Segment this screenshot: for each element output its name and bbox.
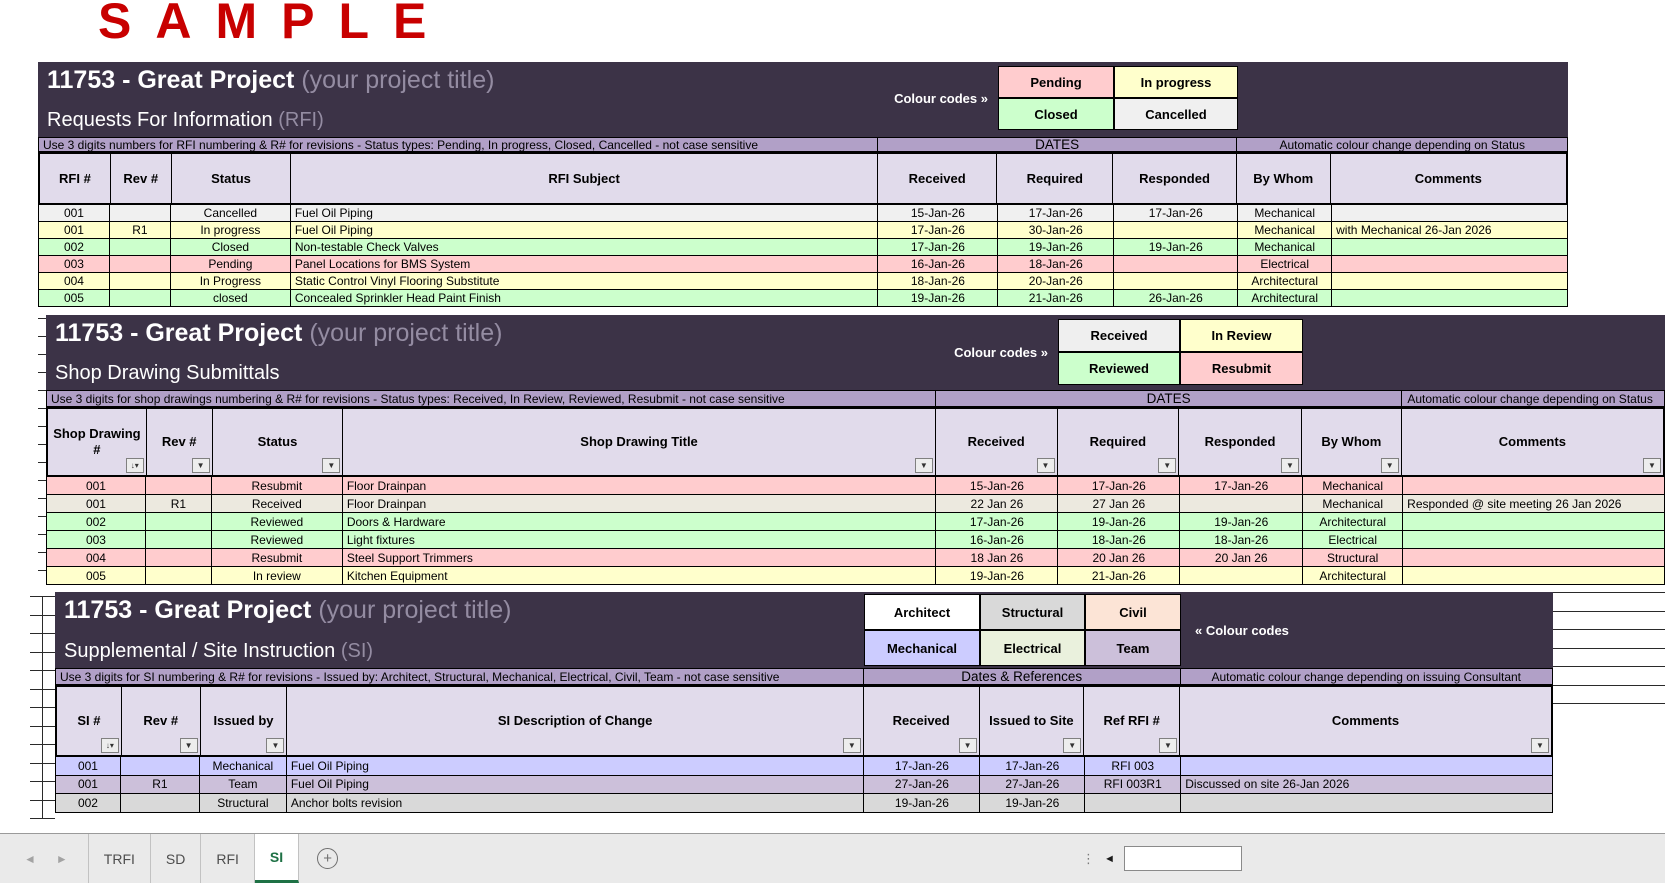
header-cell: Shop Drawing Title ▼ (343, 409, 936, 475)
cell[interactable] (1114, 222, 1238, 238)
filter-dropdown-button[interactable]: ↓▾ (101, 738, 119, 753)
header-cell: Received ▼ (864, 687, 980, 755)
cell[interactable]: 17-Jan-26 (998, 205, 1114, 221)
filter-dropdown-button[interactable]: ▼ (1531, 738, 1549, 753)
cell[interactable]: Steel Support Trimmers (343, 549, 937, 566)
sheet-tab-sd[interactable]: SD (151, 834, 201, 883)
grid-line (1553, 703, 1665, 704)
cell[interactable] (1332, 273, 1568, 289)
cell[interactable] (1332, 205, 1568, 221)
header-cell: Issued by ▼ (201, 687, 288, 755)
cell[interactable]: 17-Jan-26 (936, 513, 1058, 530)
filter-dropdown-button[interactable]: ▼ (915, 458, 933, 473)
column-headers (38, 152, 1568, 205)
header-cell: By Whom (1237, 154, 1331, 203)
cell[interactable]: Structural (1303, 549, 1403, 566)
cell[interactable]: 19-Jan-26 (864, 794, 980, 812)
header-cell: Rev # ▼ (122, 687, 201, 755)
table-row (47, 513, 1665, 531)
colour-codes-legend (1058, 319, 1303, 385)
colour-code-swatch: Civil (1085, 594, 1181, 630)
table-rows (55, 757, 1553, 813)
cell[interactable]: Doors & Hardware (343, 513, 937, 530)
cell[interactable]: 17-Jan-26 (980, 757, 1085, 775)
colour-code-swatch: Cancelled (1114, 98, 1238, 130)
table-row (39, 290, 1568, 307)
cell[interactable]: Fuel Oil Piping (291, 222, 879, 238)
grid-line (1553, 629, 1665, 630)
header-cell: RFI Subject (291, 154, 877, 203)
filter-dropdown-button[interactable]: ▼ (192, 458, 210, 473)
cell[interactable]: Mechanical (1303, 495, 1403, 512)
table-row (39, 256, 1568, 273)
cell[interactable] (1403, 531, 1665, 548)
project-title-hint: (your project title) (318, 596, 512, 624)
cell[interactable]: Architectural (1238, 273, 1332, 289)
cell[interactable]: 002 (39, 239, 110, 255)
colour-code-swatch: Architect (864, 594, 980, 630)
cell[interactable]: Concealed Sprinkler Head Paint Finish (291, 290, 879, 306)
cell[interactable]: R1 (121, 776, 200, 794)
colour-codes-label: « Colour codes (1195, 622, 1289, 638)
usage-note: Use 3 digits for shop drawings numbering & R# for revisions - Status types: Received, In Review, Reviewed, Resubmit - not case sensitive (47, 391, 936, 406)
hscroll-left-arrow-icon[interactable]: ◄ (1104, 852, 1115, 865)
header-cell: Issued to Site ▼ (980, 687, 1085, 755)
auto-colour-note: Automatic colour change depending on Status (1279, 138, 1525, 151)
tabs-scroll-right-icon[interactable]: ► (55, 851, 68, 866)
project-title-hint: (your project title) (301, 66, 495, 94)
table-row (47, 495, 1665, 513)
grid-line (1553, 592, 1665, 593)
cell[interactable]: 001 (47, 495, 146, 512)
cell[interactable]: RFI 003R1 (1085, 776, 1181, 794)
cell[interactable]: 19-Jan-26 (1114, 239, 1238, 255)
header-cell: Responded (1113, 154, 1237, 203)
table-row (47, 567, 1665, 585)
cell[interactable]: Anchor bolts revision (287, 794, 865, 812)
cell[interactable]: R1 (146, 495, 212, 512)
grid-line (38, 390, 46, 391)
cell[interactable]: 26-Jan-26 (1114, 290, 1238, 306)
colour-code-swatch: Team (1085, 630, 1181, 666)
cell[interactable]: Pending (171, 256, 291, 272)
cell[interactable]: Received (212, 495, 343, 512)
colour-code-swatch: In progress (1114, 66, 1238, 98)
filter-dropdown-button[interactable]: ▼ (959, 738, 977, 753)
cell[interactable]: 005 (39, 290, 110, 306)
grid-line (38, 462, 46, 463)
colour-code-swatch: Resubmit (1180, 352, 1303, 385)
cell[interactable]: 20 Jan 26 (1180, 549, 1303, 566)
grid-line (38, 318, 46, 319)
grid-line (1553, 611, 1665, 612)
cell[interactable]: 002 (56, 794, 121, 812)
colour-code-swatch: Closed (998, 98, 1114, 130)
cell[interactable]: 22 Jan 26 (936, 495, 1058, 512)
cell[interactable]: In Progress (171, 273, 291, 289)
cell[interactable] (1181, 794, 1553, 812)
sheet-tabs (88, 834, 299, 883)
cell[interactable]: 001 (47, 477, 146, 494)
rfi-table (38, 62, 1568, 307)
filter-dropdown-button[interactable]: ▼ (322, 458, 340, 473)
grid-line (38, 372, 46, 373)
table-rows (38, 205, 1568, 307)
sheet-tab-si[interactable]: SI (255, 834, 299, 883)
colour-codes-legend (864, 594, 1181, 666)
cell[interactable]: Architectural (1303, 513, 1403, 530)
colour-code-swatch: Electrical (980, 630, 1085, 666)
sheet-tab-bar (0, 833, 1665, 883)
filter-dropdown-button[interactable]: ▼ (1159, 738, 1177, 753)
shop-drawing-table (46, 315, 1665, 585)
cell[interactable]: In review (212, 567, 343, 584)
cell[interactable] (146, 477, 212, 494)
header-cell: By Whom ▼ (1302, 409, 1402, 475)
cell[interactable]: Reviewed (212, 513, 343, 530)
filter-dropdown-button[interactable]: ▼ (1063, 738, 1081, 753)
cell[interactable]: 003 (47, 531, 146, 548)
cell[interactable]: 19-Jan-26 (936, 567, 1058, 584)
cell[interactable] (1332, 239, 1568, 255)
grid-line (1553, 685, 1665, 686)
cell[interactable]: 16-Jan-26 (878, 256, 998, 272)
cell[interactable]: 001 (56, 776, 121, 794)
cell[interactable]: 20 Jan 26 (1058, 549, 1180, 566)
cell[interactable] (121, 757, 200, 775)
cell[interactable]: RFI 003 (1085, 757, 1181, 775)
cell[interactable]: Electrical (1303, 531, 1403, 548)
cell[interactable]: 20-Jan-26 (998, 273, 1114, 289)
filter-dropdown-button[interactable]: ▼ (1281, 458, 1299, 473)
cell[interactable]: Fuel Oil Piping (291, 205, 879, 221)
cell[interactable]: 17-Jan-26 (1180, 477, 1303, 494)
cell[interactable]: 005 (47, 567, 146, 584)
grid-line (38, 498, 46, 499)
header-cell: Received (878, 154, 998, 203)
add-sheet-button[interactable]: + (317, 848, 338, 869)
grid-line (1553, 666, 1665, 667)
header-cell: Rev # (111, 154, 172, 203)
cell[interactable]: Kitchen Equipment (343, 567, 937, 584)
cell[interactable]: 19-Jan-26 (878, 290, 998, 306)
cell[interactable]: Light fixtures (343, 531, 937, 548)
cell[interactable]: 17-Jan-26 (864, 757, 980, 775)
cell[interactable]: 17-Jan-26 (878, 222, 998, 238)
cell[interactable]: 15-Jan-26 (936, 477, 1058, 494)
table-row (47, 549, 1665, 567)
colour-code-swatch: Reviewed (1058, 352, 1180, 385)
header-cell: Required (997, 154, 1113, 203)
filter-dropdown-button[interactable]: ▼ (843, 738, 861, 753)
rfi-title-band (38, 62, 1568, 137)
cell[interactable] (1403, 567, 1665, 584)
colour-codes-label: Colour codes » (894, 90, 988, 106)
tab-options-dots-icon[interactable]: ⋮ (1082, 850, 1095, 866)
table-subtitle: Supplemental / Site Instruction (SI) (64, 640, 374, 662)
cell[interactable] (146, 531, 212, 548)
colour-codes-legend (998, 66, 1238, 130)
sheet-tab-trfi[interactable]: TRFI (89, 834, 151, 883)
cell[interactable] (1180, 567, 1303, 584)
table-row (39, 273, 1568, 290)
project-code-title: 11753 - Great Project (47, 66, 295, 94)
cell[interactable]: Team (200, 776, 287, 794)
colour-code-swatch: In Review (1180, 319, 1303, 352)
cell[interactable]: Floor Drainpan (343, 495, 937, 512)
cell[interactable] (1332, 290, 1568, 306)
colour-codes-label: Colour codes » (954, 344, 1048, 360)
cell[interactable]: 19-Jan-26 (980, 794, 1085, 812)
cell[interactable]: 004 (39, 273, 110, 289)
cell[interactable]: Architectural (1238, 290, 1332, 306)
table-row (39, 239, 1568, 256)
cell[interactable]: Floor Drainpan (343, 477, 937, 494)
header-cell: Required ▼ (1058, 409, 1180, 475)
hscroll-thumb[interactable] (1124, 846, 1242, 871)
table-row (47, 477, 1665, 495)
cell[interactable]: 19-Jan-26 (1180, 513, 1303, 530)
cell[interactable] (110, 205, 171, 221)
cell[interactable]: 30-Jan-26 (998, 222, 1114, 238)
filter-dropdown-button[interactable]: ↓▾ (126, 458, 144, 473)
cell[interactable]: 27 Jan 26 (1058, 495, 1180, 512)
cell[interactable]: 19-Jan-26 (998, 239, 1114, 255)
cell[interactable] (1180, 495, 1303, 512)
cell[interactable] (1085, 794, 1181, 812)
header-cell: Received ▼ (936, 409, 1058, 475)
cell[interactable]: 16-Jan-26 (936, 531, 1058, 548)
cell[interactable] (110, 239, 171, 255)
cell[interactable]: 17-Jan-26 (1114, 205, 1238, 221)
colour-code-swatch: Structural (980, 594, 1085, 630)
cell[interactable]: Resubmit (212, 549, 343, 566)
cell[interactable]: 18-Jan-26 (878, 273, 998, 289)
grid-line (42, 596, 43, 818)
site-instruction-title-band (55, 592, 1553, 668)
grid-line (38, 354, 46, 355)
cell[interactable]: 002 (47, 513, 146, 530)
cell[interactable]: with Mechanical 26-Jan 2026 (1332, 222, 1568, 238)
table-row (56, 776, 1553, 795)
grid-line (38, 336, 46, 337)
instruction-row (46, 390, 1665, 407)
cell[interactable]: 21-Jan-26 (1058, 567, 1180, 584)
project-title (55, 319, 502, 348)
colour-code-swatch: Received (1058, 319, 1180, 352)
table-row (56, 757, 1553, 776)
cell[interactable]: 003 (39, 256, 110, 272)
cell[interactable]: Mechanical (1238, 222, 1332, 238)
colour-code-swatch: Pending (998, 66, 1114, 98)
cell[interactable]: 001 (39, 205, 110, 221)
cell[interactable]: Reviewed (212, 531, 343, 548)
cell[interactable]: closed (171, 290, 291, 306)
column-headers (46, 407, 1665, 477)
cell[interactable] (1114, 256, 1238, 272)
cell[interactable]: Mechanical (1303, 477, 1403, 494)
cell[interactable] (110, 256, 171, 272)
table-row (39, 222, 1568, 239)
cell[interactable] (146, 567, 212, 584)
cell[interactable]: Architectural (1303, 567, 1403, 584)
cell[interactable]: Electrical (1238, 256, 1332, 272)
table-row (56, 794, 1553, 813)
instruction-row (55, 668, 1553, 685)
cell[interactable]: 27-Jan-26 (864, 776, 980, 794)
header-cell: Rev # ▼ (147, 409, 213, 475)
cell[interactable]: R1 (110, 222, 171, 238)
header-cell: SI Description of Change ▼ (287, 687, 863, 755)
instruction-row (38, 137, 1568, 152)
cell[interactable]: Mechanical (1238, 205, 1332, 221)
site-instruction-table (55, 592, 1553, 813)
cell[interactable]: 17-Jan-26 (878, 239, 998, 255)
header-cell: RFI # (40, 154, 111, 203)
header-cell: Comments ▼ (1180, 687, 1551, 755)
project-title-hint: (your project title) (309, 319, 503, 347)
cell[interactable]: 15-Jan-26 (878, 205, 998, 221)
auto-colour-note: Automatic colour change depending on Status (1407, 391, 1653, 406)
cell[interactable]: 001 (39, 222, 110, 238)
cell[interactable] (1403, 549, 1665, 566)
sheet-tab-rfi[interactable]: RFI (201, 834, 255, 883)
grid-line (1553, 648, 1665, 649)
cell[interactable]: Responded @ site meeting 26 Jan 2026 (1403, 495, 1665, 512)
cell[interactable] (1114, 273, 1238, 289)
cell[interactable] (110, 273, 171, 289)
table-row (39, 205, 1568, 222)
project-code-title: 11753 - Great Project (64, 596, 312, 624)
table-subtitle: Requests For Information (RFI) (47, 109, 324, 131)
cell[interactable] (146, 549, 212, 566)
header-cell: Comments (1414, 170, 1482, 186)
table-subtitle: Shop Drawing Submittals (55, 362, 280, 384)
dates-section-header: DATES (878, 138, 1238, 151)
filter-dropdown-button[interactable]: ▼ (1037, 458, 1055, 473)
cell[interactable] (146, 513, 212, 530)
filter-dropdown-button[interactable]: ▼ (1158, 458, 1176, 473)
tab-nav (0, 834, 88, 883)
grid-line (38, 408, 46, 409)
cell[interactable]: 19-Jan-26 (1058, 513, 1180, 530)
sample-watermark: SAMPLE (98, 0, 451, 49)
cell[interactable]: 004 (47, 549, 146, 566)
cell[interactable]: Mechanical (200, 757, 287, 775)
cell[interactable]: Static Control Vinyl Flooring Substitute (291, 273, 879, 289)
cell[interactable]: Closed (171, 239, 291, 255)
cell[interactable]: Non-testable Check Valves (291, 239, 879, 255)
usage-note: Use 3 digits numbers for RFI numbering & R# for revisions - Status types: Pending, In progress, Closed, Cancelled - not case sensitive (39, 138, 878, 151)
hscroll-cluster (1082, 834, 1242, 883)
cell[interactable]: Panel Locations for BMS System (291, 256, 879, 272)
cell[interactable]: Structural (200, 794, 287, 812)
header-cell: Comments ▼ (1402, 409, 1663, 475)
cell[interactable]: In progress (171, 222, 291, 238)
filter-dropdown-button[interactable]: ▼ (266, 738, 284, 753)
header-cell: Status ▼ (213, 409, 344, 475)
column-headers (55, 685, 1553, 757)
filter-dropdown-button[interactable]: ▼ (1381, 458, 1399, 473)
cell[interactable] (121, 794, 200, 812)
cell[interactable] (110, 290, 171, 306)
grid-line (38, 480, 46, 481)
cell[interactable]: 27-Jan-26 (980, 776, 1085, 794)
project-title (64, 596, 511, 625)
project-code-title: 11753 - Great Project (55, 319, 303, 347)
dates-section-header: Dates & References (864, 669, 1181, 684)
header-cell: Ref RFI # ▼ (1084, 687, 1180, 755)
header-cell: Responded ▼ (1179, 409, 1302, 475)
cell[interactable]: 18 Jan 26 (936, 549, 1058, 566)
cell[interactable] (1332, 256, 1568, 272)
dates-section-header: DATES (936, 391, 1402, 406)
filter-dropdown-button[interactable]: ▼ (180, 738, 198, 753)
filter-dropdown-button[interactable]: ▼ (1643, 458, 1661, 473)
grid-line (38, 516, 46, 517)
usage-note: Use 3 digits for SI numbering & R# for revisions - Issued by: Architect, Structural, Mechanical, Electrical, Civil, Team - not case sensitive (56, 669, 864, 684)
auto-colour-note: Automatic colour change depending on issuing Consultant (1211, 669, 1522, 684)
cell[interactable] (1181, 757, 1553, 775)
grid-line (38, 534, 46, 535)
cell[interactable]: 18-Jan-26 (998, 256, 1114, 272)
shop-drawing-title-band (46, 315, 1665, 390)
cell[interactable]: Fuel Oil Piping (287, 757, 865, 775)
cell[interactable]: 001 (56, 757, 121, 775)
cell[interactable]: Fuel Oil Piping (287, 776, 865, 794)
cell[interactable]: 18-Jan-26 (1180, 531, 1303, 548)
cell[interactable]: Mechanical (1238, 239, 1332, 255)
table-row (47, 531, 1665, 549)
cell[interactable] (1403, 477, 1665, 494)
grid-line (38, 426, 46, 427)
cell[interactable]: Cancelled (171, 205, 291, 221)
grid-line (38, 444, 46, 445)
project-title (47, 66, 494, 95)
cell[interactable]: 18-Jan-26 (1058, 531, 1180, 548)
header-cell: SI # ↓▾ (57, 687, 122, 755)
cell[interactable]: Resubmit (212, 477, 343, 494)
table-rows (46, 477, 1665, 585)
cell[interactable]: Discussed on site 26-Jan 2026 (1181, 776, 1553, 794)
cell[interactable]: 17-Jan-26 (1058, 477, 1180, 494)
cell[interactable]: 21-Jan-26 (998, 290, 1114, 306)
colour-code-swatch: Mechanical (864, 630, 980, 666)
header-cell: Shop Drawing # ↓▾ (48, 409, 147, 475)
cell[interactable] (1403, 513, 1665, 530)
grid-line (38, 552, 46, 553)
grid-line (30, 818, 55, 819)
grid-line (38, 570, 46, 571)
header-cell: Status (172, 154, 292, 203)
tabs-scroll-left-icon[interactable]: ◄ (24, 851, 36, 866)
